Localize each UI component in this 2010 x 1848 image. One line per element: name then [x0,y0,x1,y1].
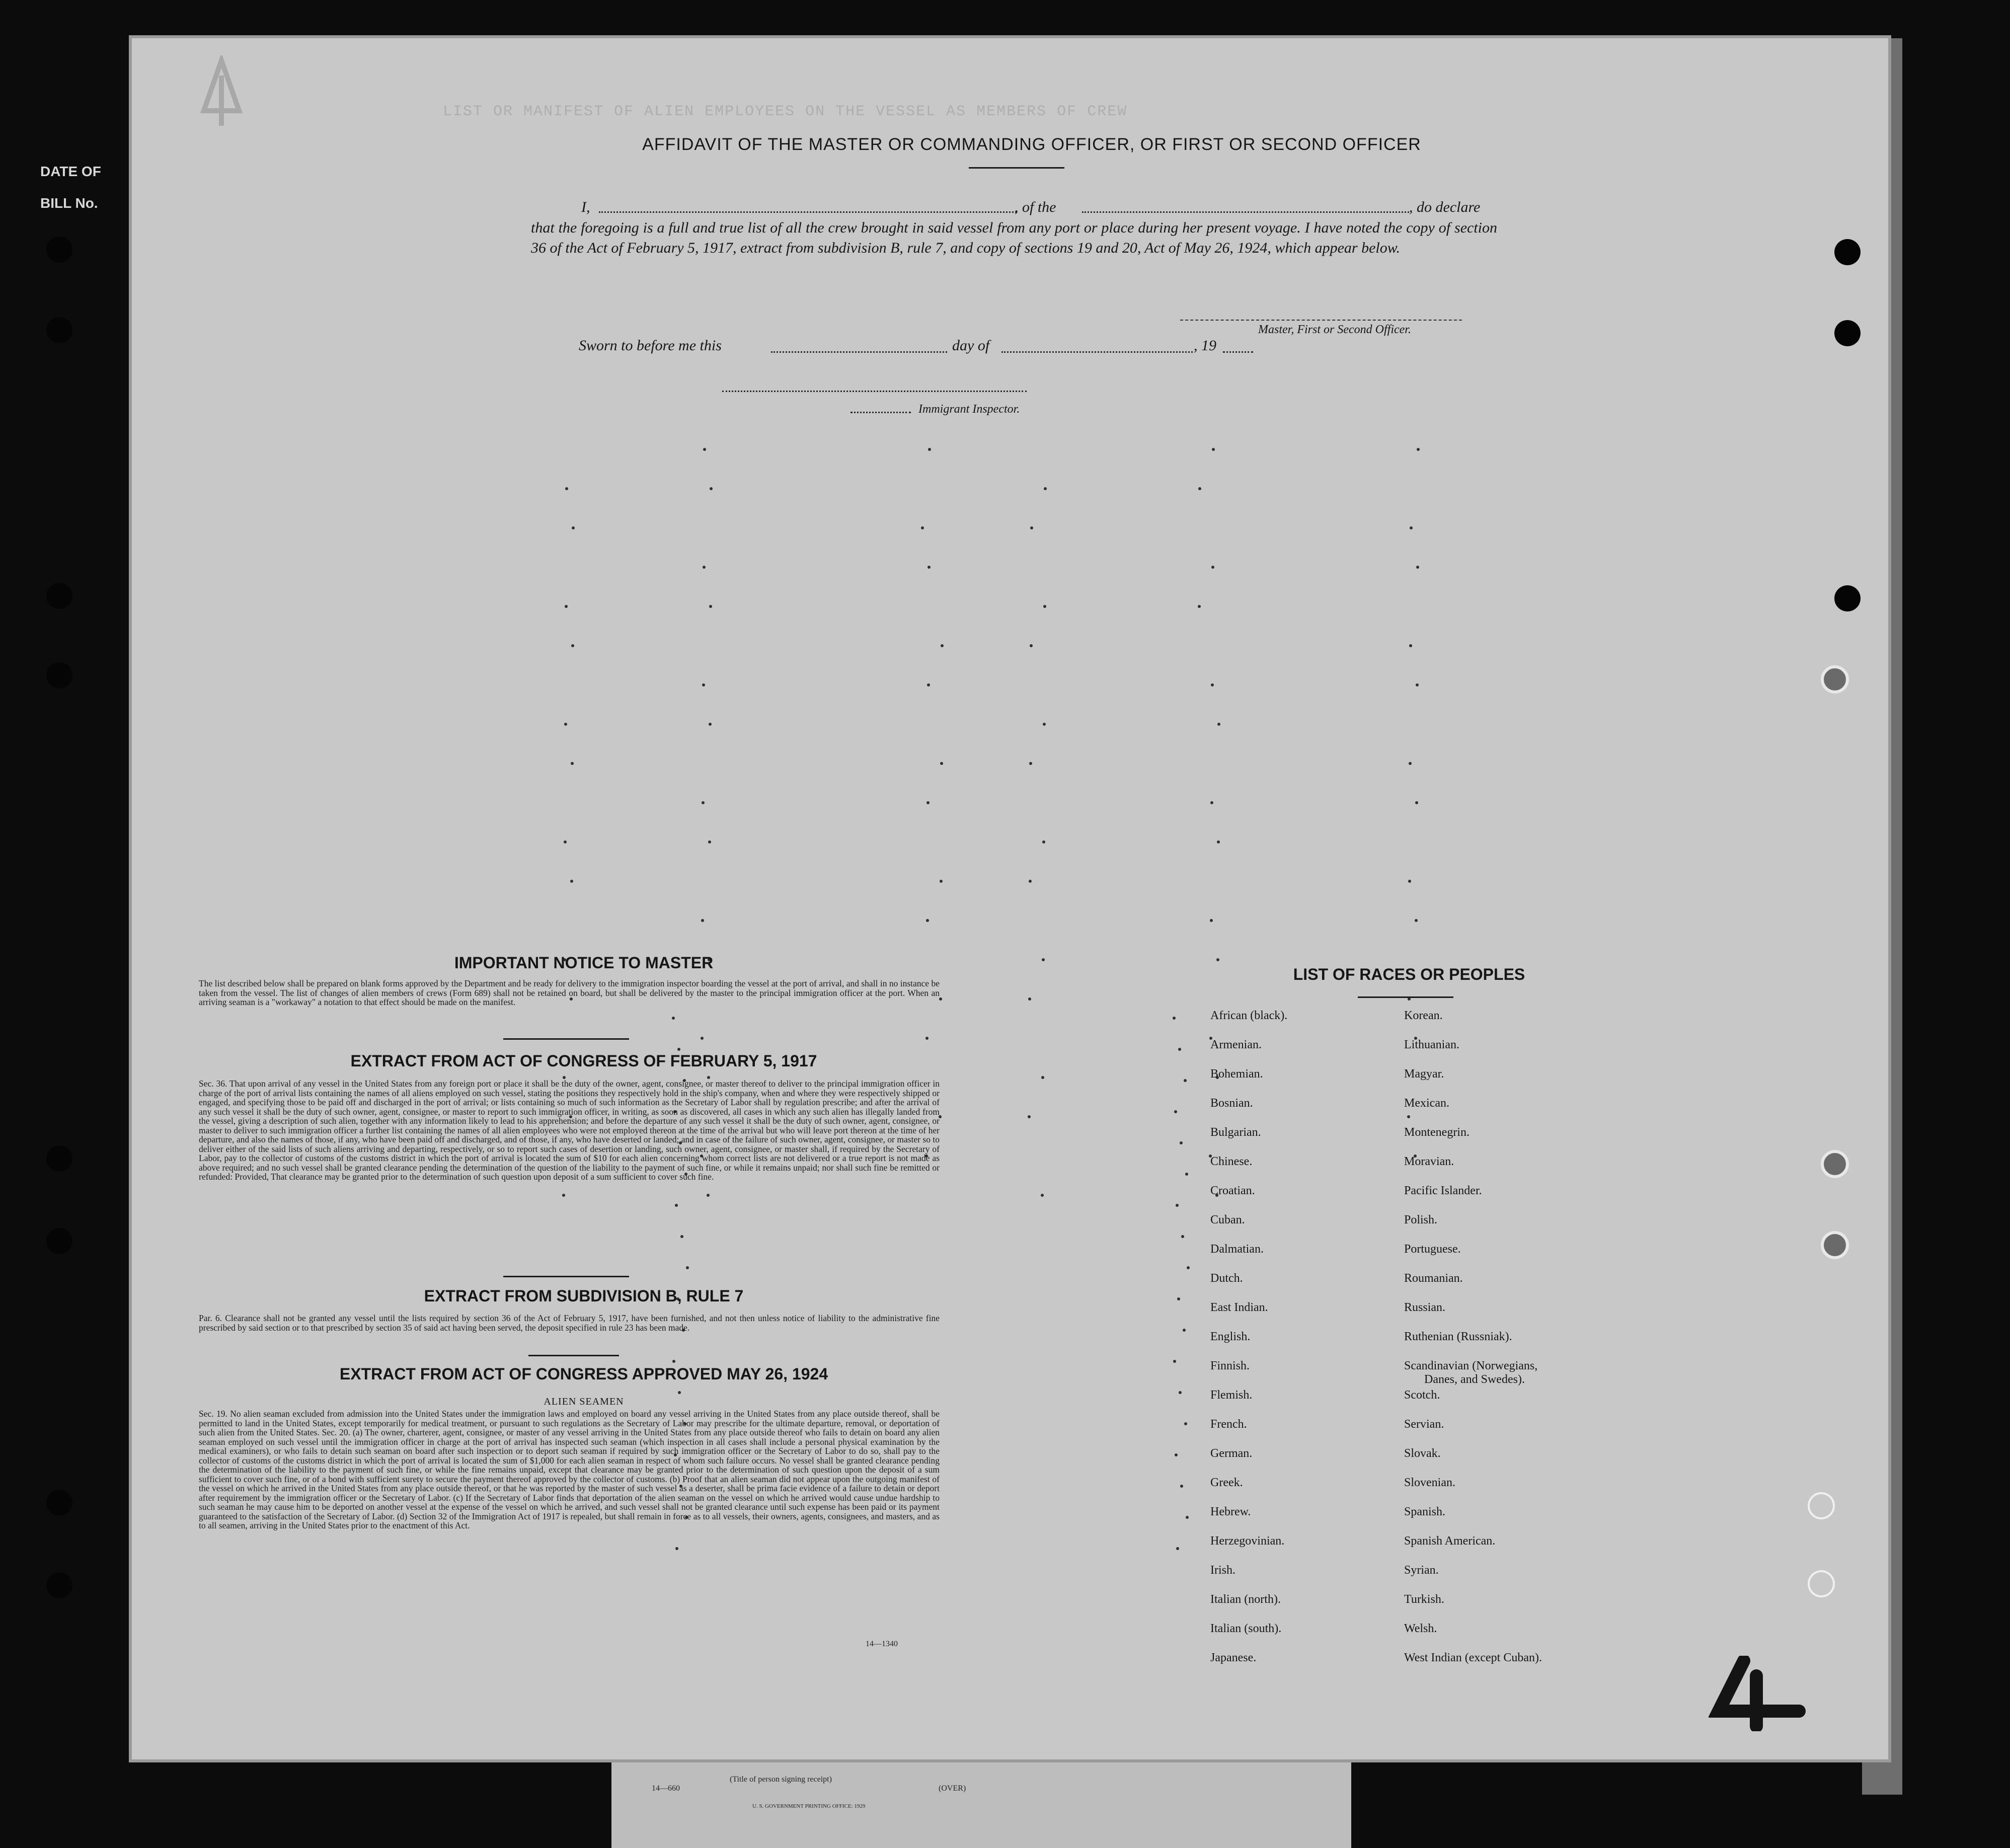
bleed-dot [564,723,567,726]
bleed-dot [709,723,712,726]
extract-1924-text: Sec. 19. No alien seaman excluded from admission into the United States under the immigration laws and employed on board any vessel arriving in the United States from any place outside thereof, shall be permitted to land in the United States, except temporarily for medical treatment, or pursuant to such regulations as the Secretary of Labor may prescribe for the ultimate departure, removal, or deportation of such alien from the United States. Sec. 20. (a) The owner, charterer, agent, consignee, or master of any vessel arriving in the United States from any place outside thereof who fails to detain on board any alien seaman employed on such vessel until the immigration officer in charge at the port of arrival has inspected such seaman (which inspection in all cases shall include a personal physical examination by the medical examiners), or who fails to detain such seaman on board after such inspection or to deport such seaman if required by such immigration officer or the Secretary of Labor to do so, shall pay to the collector of customs of the customs district in which the port of arrival is located the sum of $1,000 for each alien seaman in respect of whom such failure occurs. No vessel shall be granted clearance pending the determination of the liability to the payment of such fine, or while the fine remains unpaid, except that clearance may be granted prior to the determination of such question upon the deposit of a sum sufficient to cover such fine, or of a bond with sufficient surety to secure the payment thereof approved by the collector of customs. (b) Proof that an alien seaman did not appear upon the outgoing manifest of the vessel on which he arrived in the United States from any place outside thereof, or that he was reported by the master of such vessel as a deserter, shall be prima facie evidence of a failure to detain or deport after requirement by the immigration officer or the Secretary of Labor. (c) If the Secretary of Labor finds that deportation of the alien seaman on the vessel on which he arrived would cause undue hardship to such seaman he may cause him to be deported on another vessel at the expense of the vessel on which he arrived, and such vessel shall not be granted clearance until such expense has been paid or its payment guaranteed to the satisfaction of the Secretary of Labor. (d) Section 32 of the Immigration Act of 1917 is repealed, but shall remain in force as to all vessels, their owners, agents, consignees, and masters, and as to all seamen, arriving in the United States prior to the enactment of this Act. [199,1409,940,1530]
punch-hole [1821,1150,1849,1178]
punch-hole [1808,1492,1835,1519]
bleed-dot [925,1037,929,1040]
bleed-dot [701,919,704,922]
bleed-dot [565,487,568,490]
bleed-dot [1415,919,1418,922]
punch-hole [46,317,72,343]
punch-hole [46,1145,72,1172]
bleed-dot [1409,762,1412,765]
notice-text: The list described below shall be prepared on blank forms approved by the Department and be ready for delivery to the immigration inspector boarding the vessel at the port of arrival, and shall in no instance be taken from the vessel. The list of changes of alien members of crews (Form 689) shall not be retained on board, but shall be delivered by the master to the principal immigration officer at the port. When an arriving seaman is a "workaway" a notation to that effect should be made on the manifest. [199,978,940,1007]
bleed-dot [1043,723,1046,726]
race-item: Flemish. [1210,1389,1253,1402]
bleed-dot [675,1547,678,1550]
bleed-dot [1416,683,1419,686]
bleed-dot [1175,1453,1178,1456]
race-item: Japanese. [1210,1651,1257,1664]
bleed-dot [1183,1329,1186,1332]
race-item: Turkish. [1404,1593,1444,1606]
margin-date-of: DATE OF [40,164,101,179]
race-item: Roumanian. [1404,1272,1463,1285]
bleed-dot [1178,1048,1181,1051]
bleed-dot [1210,801,1213,804]
bleed-dot [672,1017,675,1020]
race-item: French. [1210,1418,1247,1431]
bleed-dot [1410,526,1413,529]
name-blank [599,211,1017,213]
bleed-dot [1409,644,1412,647]
extract-1924-title: EXTRACT FROM ACT OF CONGRESS APPROVED MAY 26, 1924 [339,1365,828,1383]
sworn-text: Sworn to before me this [579,337,722,354]
race-item: Servian. [1404,1418,1444,1431]
race-item: Dutch. [1210,1272,1243,1285]
bleed-dot [562,1194,565,1197]
bleed-dot [1417,448,1420,451]
race-item: Scotch. [1404,1389,1440,1402]
race-item: Ruthenian (Russniak). [1404,1330,1512,1343]
affidavit-title: AFFIDAVIT OF THE MASTER OR COMMANDING OFFICER, OR FIRST OR SECOND OFFICER [642,135,1421,154]
race-item: Polish. [1404,1213,1438,1226]
bleed-dot [921,526,924,529]
race-item: Portuguese. [1404,1243,1461,1256]
sworn-day: day of [952,337,990,354]
receipt-strip [611,1761,1351,1848]
punch-hole [1834,585,1861,611]
race-item: Pacific Islander. [1404,1184,1482,1197]
punch-hole [46,583,72,609]
race-item: Montenegrin. [1404,1126,1470,1139]
year-blank [1223,351,1253,353]
bleed-dot [1029,762,1032,765]
bleed-dot [565,605,568,608]
race-item: Russian. [1404,1301,1446,1314]
bleed-dot [1173,1360,1176,1363]
bleed-dot [1173,1017,1176,1020]
bleed-dot [701,1037,704,1040]
ghost-header: LIST OR MANIFEST OF ALIEN EMPLOYEES ON THE VESSEL AS MEMBERS OF CREW [443,103,1128,120]
race-item: Magyar. [1404,1067,1444,1081]
race-item: Bulgarian. [1210,1126,1261,1139]
bleed-dot [1185,1173,1188,1176]
bleed-dot [707,1194,710,1197]
day-blank [771,351,947,353]
bleed-dot [1044,487,1047,490]
bleed-dot [702,683,705,686]
bleed-dot [940,762,943,765]
punch-hole [46,1228,72,1254]
race-item: Irish. [1210,1564,1235,1577]
strip-form-no: 14—660 [652,1784,680,1793]
bleed-dot [1176,1204,1179,1207]
punch-hole [1821,665,1849,694]
bleed-dot [1187,1266,1190,1269]
race-item: Mexican. [1404,1097,1449,1110]
bleed-dot [709,605,712,608]
race-item: Moravian. [1404,1155,1454,1168]
race-item: Korean. [1404,1009,1443,1022]
affidavit-body: that the foregoing is a full and true list of all the crew brought in said vessel from any port or place during her present voyage. I have noted the copy of section 36 of the Act of February 5, 1917, extract from subdivision B, rule 7, and copy of sections 19 and 20, Act of May 26, 1924, which appear below. [531,219,1497,256]
bleed-dot [571,644,574,647]
race-item: Greek. [1210,1476,1243,1489]
bleed-dot [1029,880,1032,883]
race-item: Croatian. [1210,1184,1255,1197]
divider [503,1038,629,1040]
bleed-dot [1408,880,1411,883]
punch-hole [46,237,72,263]
bleed-dot [926,801,930,804]
bleed-dot [927,566,931,569]
bleed-dot [1177,1297,1180,1300]
bleed-dot [1180,1485,1183,1488]
bleed-dot [672,1360,675,1363]
bleed-dot [941,644,944,647]
bleed-dot [1041,1076,1044,1079]
declare-of: , of the [1015,199,1056,215]
bleed-dot [1181,1235,1184,1238]
bleed-dot [1210,919,1213,922]
race-item: Italian (north). [1210,1593,1281,1606]
bleed-dot [1041,1194,1044,1197]
bleed-dot [1416,566,1419,569]
punch-hole [1808,1570,1835,1597]
bleed-dot [926,919,929,922]
declare-i: I, [581,199,590,215]
bleed-dot [1186,1516,1189,1519]
extract-rule7-text: Par. 6. Clearance shall not be granted any vessel until the lists required by section 36 of the Act of February 5, 1917, have been furnished, and not then unless notice of liability to the administrative fine prescribed by said section or to that prescribed by section 35 of said act having been served, the deposit specified in rule 23 has been made. [199,1313,940,1333]
bleed-dot [1180,1141,1183,1144]
bleed-dot [1028,997,1031,1000]
extract-rule7-title: EXTRACT FROM SUBDIVISION B, RULE 7 [424,1287,744,1305]
bleed-dot [564,840,567,843]
divider [528,1355,619,1356]
bleed-dot [1415,801,1418,804]
race-item: Italian (south). [1210,1622,1282,1635]
inspector-signature-line [722,391,1027,392]
bleed-dot [1407,1115,1410,1118]
bleed-dot [1198,605,1201,608]
race-item: English. [1210,1330,1251,1343]
bleed-dot [680,1235,683,1238]
bleed-dot [940,880,943,883]
declare-declare: , do declare [1409,199,1481,215]
race-item: Slovak. [1404,1447,1441,1460]
bleed-dot [1212,448,1215,451]
race-scandinavian-cont: Danes, and Swedes). [1424,1373,1525,1386]
race-item: Cuban. [1210,1213,1245,1226]
strip-printer: U. S. GOVERNMENT PRINTING OFFICE: 1929 [752,1803,866,1809]
bleed-dot [675,1204,678,1207]
race-item: Slovenian. [1404,1476,1455,1489]
notice-title: IMPORTANT NOTICE TO MASTER [454,954,714,972]
vessel-blank [1082,211,1409,213]
extract-1924-subtitle: ALIEN SEAMEN [544,1396,624,1407]
sworn-year: , 19 [1194,337,1216,354]
bleed-dot [1217,723,1220,726]
bleed-dot [927,683,930,686]
punch-hole [1821,1231,1849,1259]
bleed-dot [677,1048,680,1051]
punch-hole [1834,239,1861,265]
race-item: Scandinavian (Norwegians, [1404,1359,1538,1372]
corner-mark-icon [1709,1656,1809,1731]
extract-1917-title: EXTRACT FROM ACT OF CONGRESS OF FEBRUARY 5, 1917 [350,1052,817,1070]
divider [1358,996,1453,998]
strip-over: (OVER) [939,1784,966,1793]
bleed-dot [1179,1391,1182,1394]
race-item: West Indian (except Cuban). [1404,1651,1542,1664]
bleed-dot [1043,605,1046,608]
master-caption: Master, First or Second Officer. [1258,323,1411,336]
punch-hole [46,662,72,688]
punch-hole [46,1572,72,1598]
bleed-dot [710,487,713,490]
bleed-dot [1042,958,1045,961]
bleed-dot [703,448,706,451]
race-item: Syrian. [1404,1564,1439,1577]
bleed-dot [708,840,711,843]
bleed-dot [928,448,931,451]
bleed-dot [571,762,574,765]
bleed-dot [678,1391,681,1394]
race-item: Armenian. [1210,1038,1262,1051]
race-item: East Indian. [1210,1301,1268,1314]
extract-1917-text: Sec. 36. That upon arrival of any vessel in the United States from any foreign port or place it shall be the duty of the owner, agent, consignee, or master thereof to deliver to the principal immigration officer in charge of the port of arrival lists containing the names of all aliens employed on such vessel, stating the positions they respectively hold in the ship's company, when and where they were respectively shipped or engaged, and specifying those to be paid off and discharged in the port of arrival; or lists containing so much of such information as the Secretary of Labor shall by regulation prescribe; and after the arrival of any such vessel it shall be the duty of such owner, agent, consignee, or master to report to such immigration officer, in writing, as soon as discovered, all cases in which any such alien has illegally landed from the vessel, giving a description of such alien, together with any information likely to lead to his apprehension; and before the departure of any such vessel it shall be the duty of such owner, agent, consignee, or master to deliver to such immigration officer a further list containing the names of all alien employees who were not employed thereon at the time of the arrival but who will leave port thereon at the time of her departure, and also the names of those, if any, who have been paid off and discharged, and of those, if any, who have deserted or landed; and in case of the failure of such owner, agent, consignee, or master so to deliver either of the said lists of such aliens arriving and departing, respectively, or so to report such cases of desertion or landing, such owner, agent, consignee, or master shall, if required by the Secretary of Labor, pay to the collector of customs of the customs district in which the port of arrival is located the sum of $10 for each alien concerning whom correct lists are not delivered or a true report is not made as above required; and no such vessel shall be granted clearance pending the determination of the question of the liability to the payment of such fine, or while it remains unpaid; nor shall such fine be remitted or refunded: Provided, That clearance may be granted prior to the determination of such question upon deposit of a sum sufficient to cover such fine. [199,1079,940,1182]
races-title: LIST OF RACES OR PEOPLES [1293,965,1525,983]
race-item: Lithuanian. [1404,1038,1459,1051]
bleed-dot [572,526,575,529]
inspector-caption: Immigrant Inspector. [918,403,1020,416]
bleed-dot [1174,1110,1177,1113]
bleed-dot [570,880,573,883]
divider [503,1276,629,1277]
month-blank [1001,351,1193,353]
race-item: Bohemian. [1210,1067,1263,1081]
bleed-dot [1030,644,1033,647]
race-item: African (black). [1210,1009,1288,1022]
race-item: Hebrew. [1210,1505,1251,1518]
bleed-dot [1176,1547,1179,1550]
race-item: Dalmatian. [1210,1243,1264,1256]
bleed-dot [702,801,705,804]
divider [969,167,1064,169]
inspector-signature-line [851,412,911,413]
bleed-dot [1042,840,1045,843]
bleed-dot [686,1266,689,1269]
race-item: Herzegovinian. [1210,1534,1285,1548]
punch-hole [1834,320,1861,346]
race-item: Bosnian. [1210,1097,1253,1110]
bleed-dot [1216,958,1219,961]
corner-mark-icon [191,55,252,131]
bleed-dot [1030,526,1033,529]
bleed-dot [1198,487,1201,490]
race-item: Chinese. [1210,1155,1253,1168]
race-item: German. [1210,1447,1253,1460]
bleed-dot [1184,1079,1187,1082]
race-item: Spanish American. [1404,1534,1496,1548]
bleed-dot [1028,1115,1031,1118]
bleed-dot [1211,683,1214,686]
master-signature-line [1180,320,1462,321]
bleed-dot [703,566,706,569]
race-item: Welsh. [1404,1622,1437,1635]
bleed-dot [1184,1422,1187,1425]
bleed-dot [1217,840,1220,843]
bleed-dot [1211,566,1214,569]
strip-signing: (Title of person signing receipt) [730,1775,832,1784]
form-number: 14—1340 [866,1640,898,1648]
race-item: Finnish. [1210,1359,1250,1372]
margin-bill-no: BILL No. [40,195,98,211]
punch-hole [46,1490,72,1516]
race-item: Spanish. [1404,1505,1446,1518]
